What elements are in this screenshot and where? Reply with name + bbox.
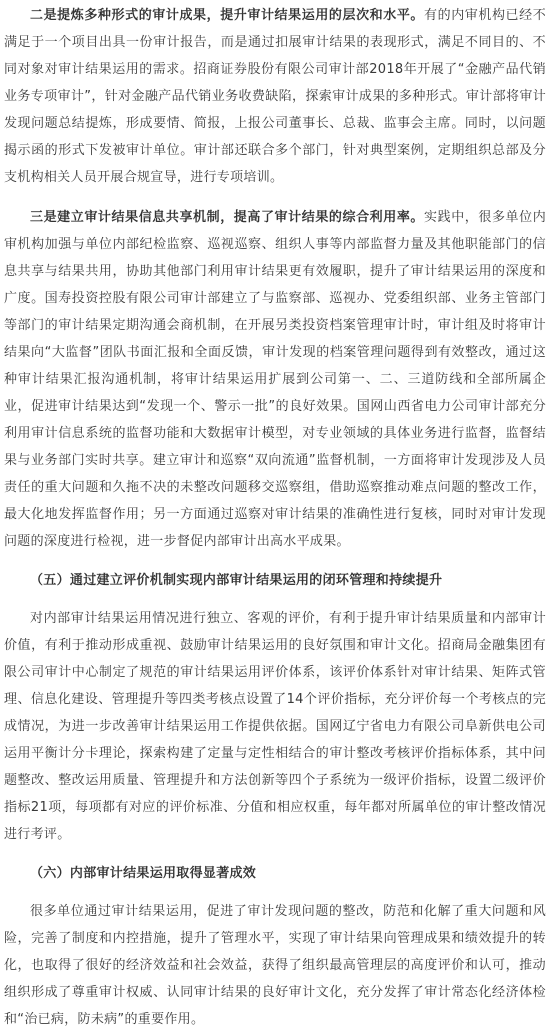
paragraph-body: 实践中，很多单位内审机构加强与单位内部纪检监察、巡视巡察、组织人事等内部监督力量及其他职能部门的信息共享与结果共用，协助其他部门利用审计结果更有效履职，提升了审计结果运用的深度和广度。国寿投资控股有限公司审计部建立了与监察部、巡视办、党委组织部、业务主管部门等部门的审计结果定期沟通会商机制，在开展另类投资档案管理审计时，审计组及时将审计结果向“大监督”团队书面汇报和全面反馈，审计发现的档案管理问题得到有效整改，通过这种审计结果汇报沟通机制，将审计结果运用扩展到公司第一、二、三道防线和全部所属企业，促进审计结果达到“发现一个、警示一批”的良好效果。国网山西省电力公司审计部充分利用审计信息系统的监督功能和大数据审计模型，对专业领域的具体业务进行监督，监督结果与业务部门实时共享。建立审计和巡察“双向流通”监督机制，一方面将审计发现涉及人员责任的重大问题和久拖不决的未整改问题移交巡察组，借助巡察推动难点问题的整改工作，最大化地发挥监督作用；另一方面通过巡察对审计结果的准确性进行复核，同时对审计发现问题的深度进行检视，进一步督促内部审计出高水平成果。: [4, 210, 547, 549]
section-heading-five: （五）通过建立评价机制实现内部审计结果运用的闭环管理和持续提升: [30, 573, 443, 588]
section-heading-six: （六）内部审计结果运用取得显著成效: [30, 866, 257, 881]
paragraph-lead-bold: 二是提炼多种形式的审计成果，提升审计结果运用的层次和水平。: [30, 8, 425, 23]
paragraph-audit-results-forms: [4, 2, 546, 191]
paragraph-evaluation-mechanism: 对内部审计结果运用情况进行独立、客观的评价，有利于提升审计结果质量和内部审计价值，有利于推动形成重视、鼓励审计结果运用的良好氛围和审计文化。招商局金融集团有限公司审计中心制定了规范的审计结果运用评价体系，该评价体系针对审计结果、矩阵式管理、信息化建设、管理提升等四类考核点设置了14个评价指标，充分评价每一个考核点的完成情况，为进一步改善审计结果运用工作提供依据。国网辽宁省电力有限公司阜新供电公司运用平衡计分卡理论，探索构建了定量与定性相结合的审计整改考核评价指标体系，其中问题整改、整改运用质量、管理提升和方法创新等四个子系统为一级评价指标，设置二级评价指标21项，每项都有对应的评价标准、分值和相应权重，每年都对所属单位的审计整改情况进行考评。: [4, 611, 546, 842]
paragraph-body: 有的内审机构已经不满足于一个项目出具一份审计报告，而是通过扣展审计结果的表现形式，满足不同目的、不同对象对审计结果运用的需求。招商证券股份有限公司审计部2018年开展了“金融产品代销业务专项审计”，针对金融产品代销业务收费缺陷，探索审计成果的多种形式。审计部将审计发现问题总结提炼，形成要情、简报，上报公司董事长、总裁、监事会主席。同时，以问题揭示函的形式下发被审计单位。审计部还联合多个部门，针对典型案例，定期组织总部及分支机构相关人员开展合规宣导，进行专项培训。: [4, 8, 547, 185]
paragraph-significant-results: 很多单位通过审计结果运用，促进了审计发现问题的整改，防范和化解了重大问题和风险，完善了制度和内控措施，提升了管理水平，实现了审计结果向管理成果和绩效提升的转化，也取得了很好的经济效益和社会效益，获得了组织最高管理层的高度评价和认可，推动组织形成了尊重审计权威、认同审计结果的良好审计文化，充分发挥了审计常态化经济体检和“治已病，防未病”的重要作用。: [4, 904, 546, 1027]
paragraph-info-sharing: [4, 204, 546, 555]
paragraph-lead-bold: 三是建立审计结果信息共享机制，提高了审计结果的综合利用率。: [30, 210, 425, 225]
